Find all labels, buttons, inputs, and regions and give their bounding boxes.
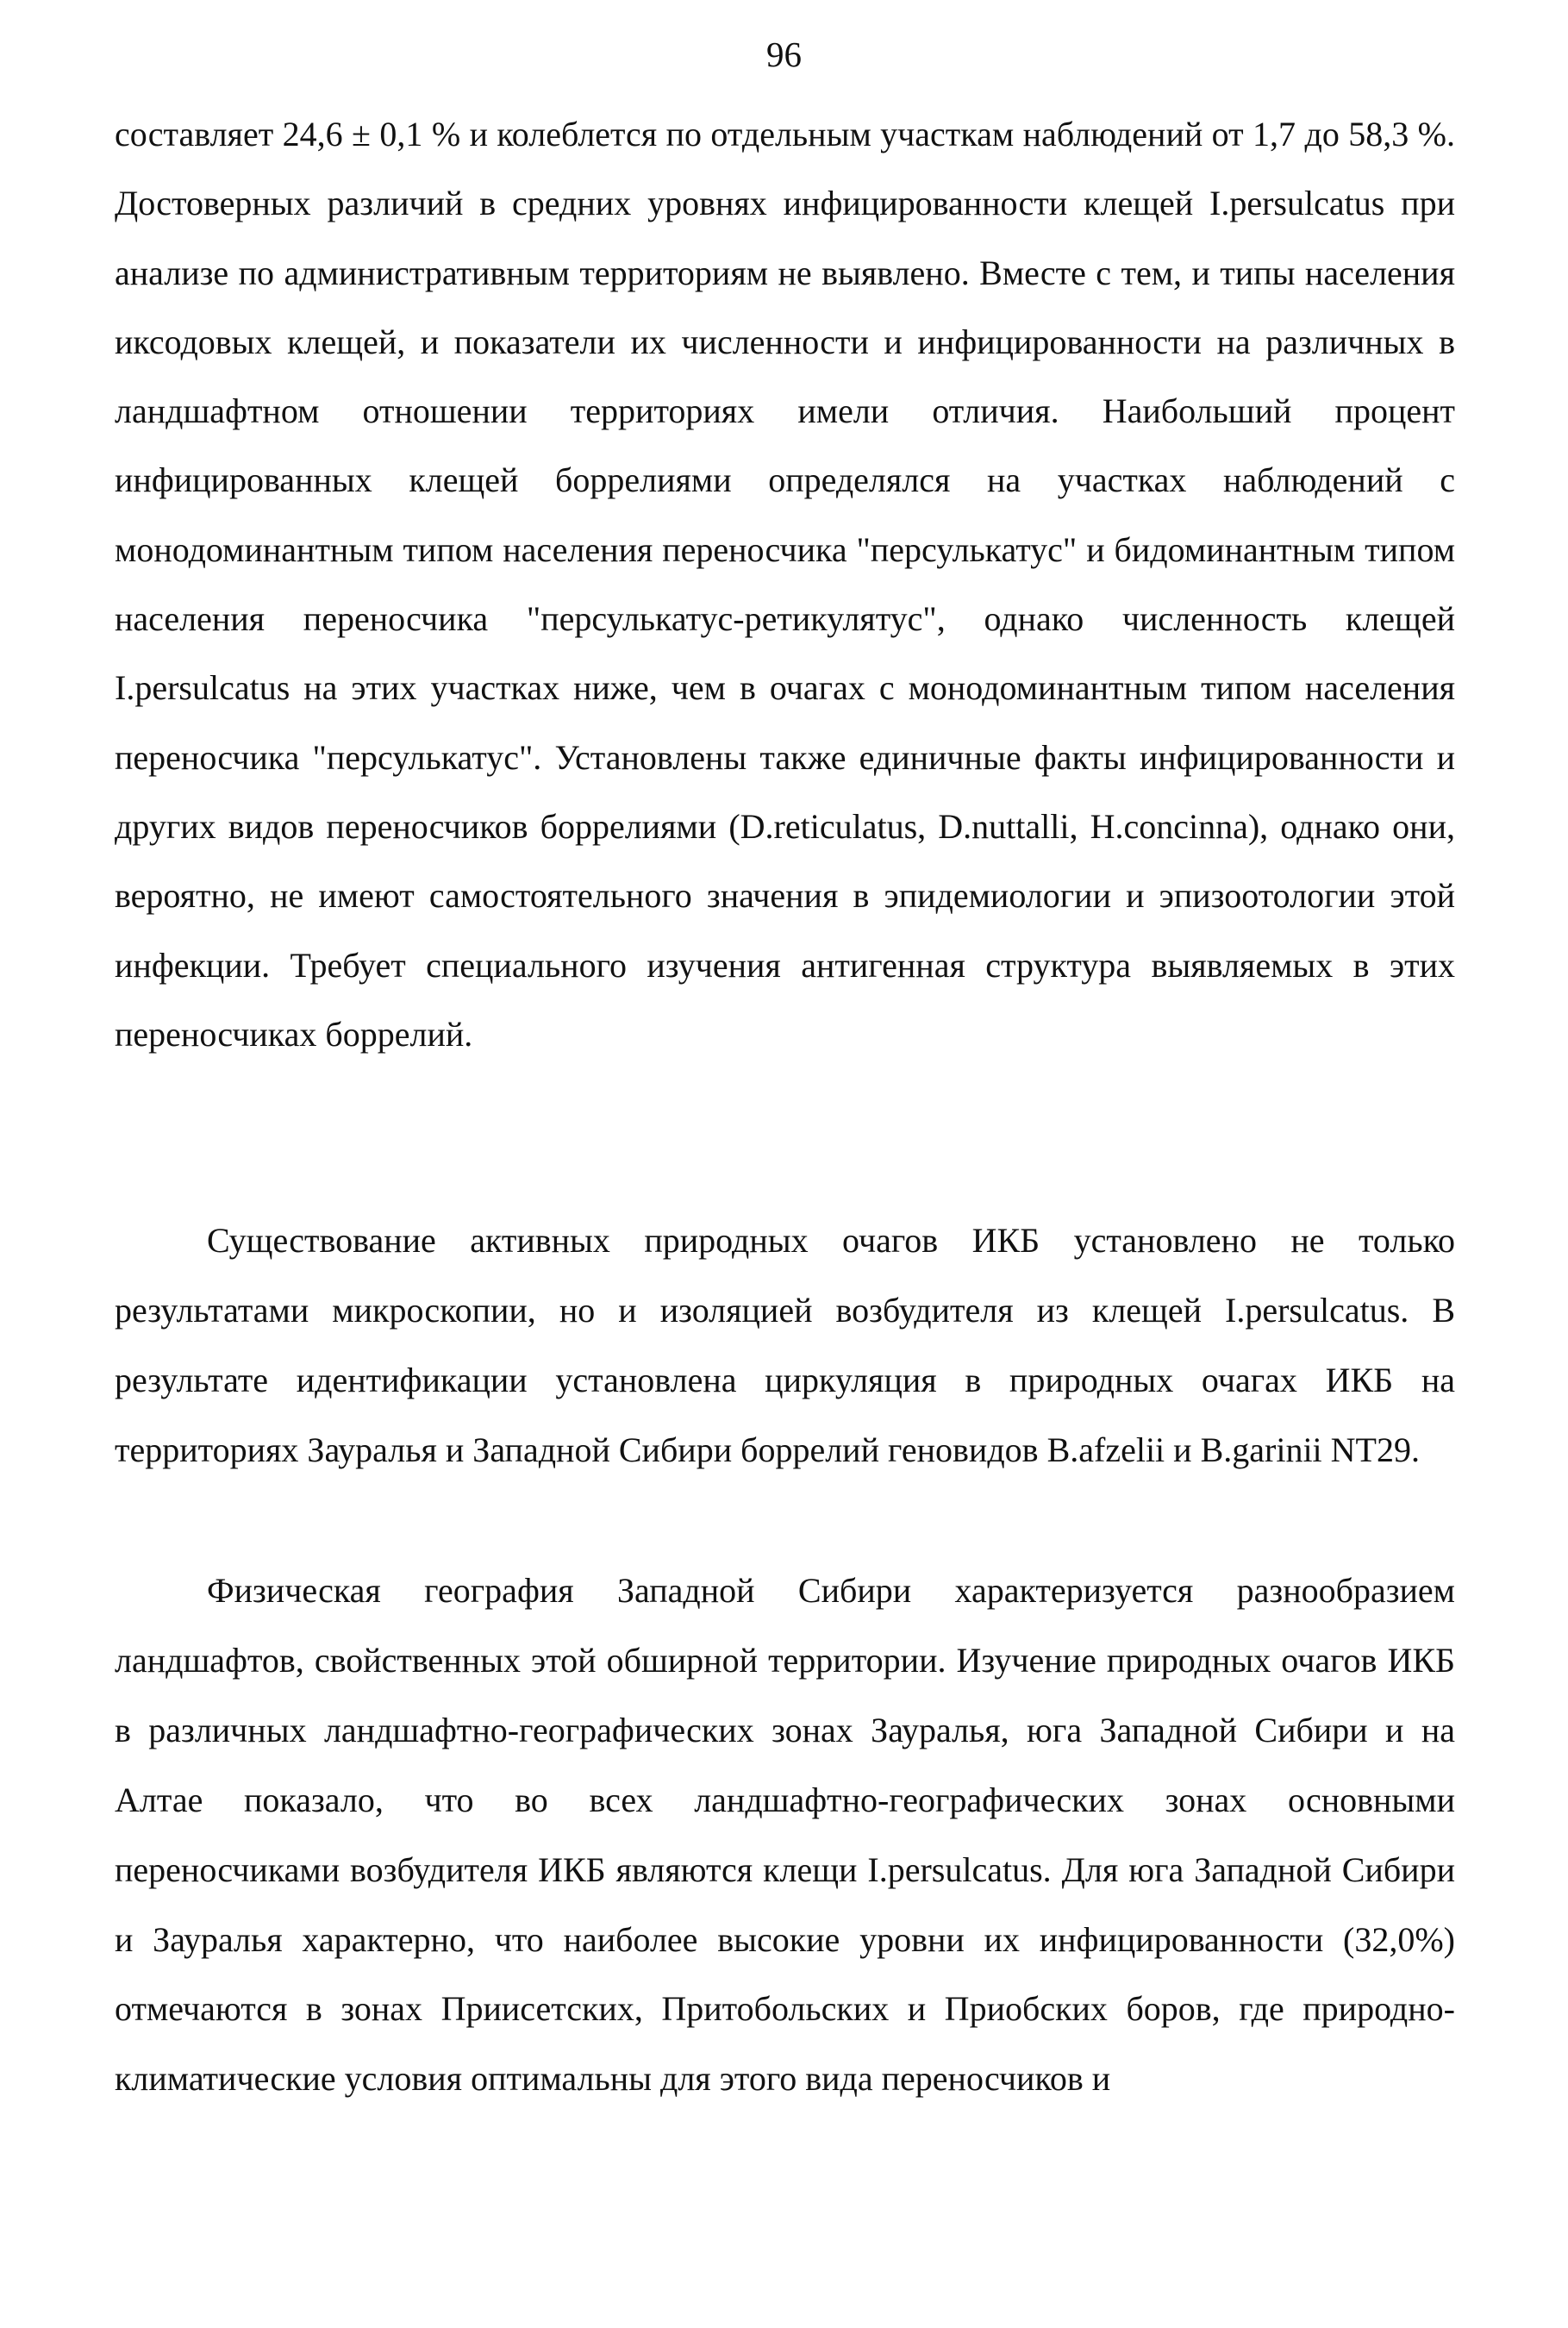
text-column-3 xyxy=(115,1556,1455,2114)
text-column-2 xyxy=(115,1205,1455,1485)
paragraph-1: составляет 24,6 ± 0,1 % и колеблется по отдельным участкам наблюдений от 1,7 до 58,3 %. Достоверных различий в средних уровнях инфицированности клещей I.persulcatus при анализе по административным территориям не выявлено. Вместе с тем, и типы населения иксодовых клещей, и показатели их численности и инфицированности на различных в ландшафтном отношении территориях имели отличия. Наибольший процент инфицированных клещей боррелиями определялся на участках наблюдений с монодоминантным типом населения переносчика "персулькатус" и бидоминантным типом населения переносчика "персулькатус-ретикулятус", однако численность клещей I.persulcatus на этих участках ниже, чем в очагах с монодоминантным типом населения переносчика "персулькатус". Установлены также единичные факты инфицированности и других видов переносчиков боррелиями (D.reticulatus, D.nuttalli, H.concinna), однако они, вероятно, не имеют самостоятельного значения в эпидемиологии и эпизоотологии этой инфекции. Требует специального изучения антигенная структура выявляемых в этих переносчиках боррелий. xyxy=(115,115,1455,1054)
paragraph-3: Физическая география Западной Сибири характеризуется разнообразием ландшафтов, свойственных этой обширной территории. Изучение природных очагов ИКБ в различных ландшафтно-географических зонах Зауралья, юга Западной Сибири и на Алтае показало, что во всех ландшафтно-географических зонах основными переносчиками возбудителя ИКБ являются клещи I.persulcatus. Для юга Западной Сибири и Зауралья характерно, что наиболее высокие уровни их инфицированности (32,0%) отмечаются в зонах Приисетских, Притобольских и Приобских боров, где природно-климатические условия оптимальны для этого вида переносчиков и xyxy=(115,1571,1455,2099)
text-column-1 xyxy=(115,100,1455,1069)
paragraph-2: Существование активных природных очагов ИКБ установлено не только результатами микроскопии, но и изоляцией возбудителя из клещей I.persulcatus. В результате идентификации установлена циркуляция в природных очагах ИКБ на территориях Зауралья и Западной Сибири боррелий геновидов B.afzelii и B.garinii NT29. xyxy=(115,1221,1455,1469)
page-number: 96 xyxy=(766,34,802,74)
